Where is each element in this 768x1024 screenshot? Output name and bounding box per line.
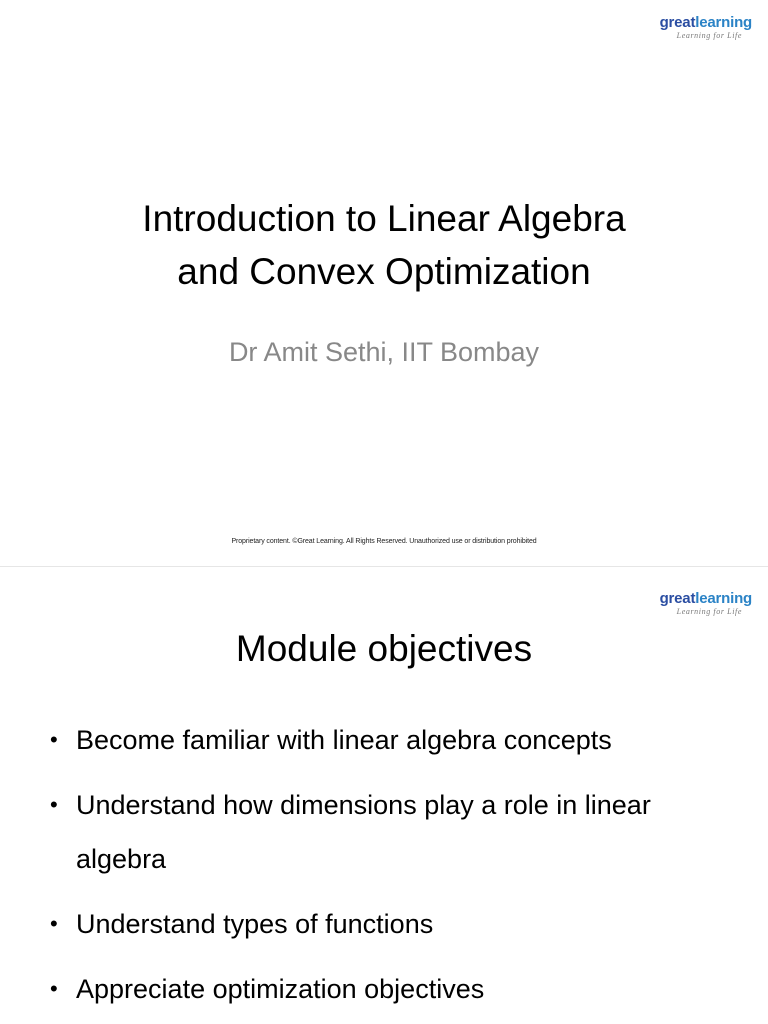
list-item: • Appreciate optimization objectives [50, 962, 728, 1016]
module-objectives-heading: Module objectives [235, 628, 533, 669]
logo-wordmark: greatlearning [659, 590, 752, 607]
objectives-slide [0, 567, 768, 1024]
bullet-icon: • [50, 976, 58, 1001]
list-item: • Understand types of functions [50, 897, 728, 951]
greatlearning-logo [634, 590, 752, 616]
bullet-icon: • [50, 727, 58, 752]
bullet-icon: • [50, 911, 58, 936]
copyright-notice: Proprietary content. ©Great Learning. All Rights Reserved. Unauthorized use or distribution prohibited [231, 538, 537, 545]
slide-title [40, 192, 728, 298]
list-item: • Become familiar with linear algebra concepts [50, 713, 728, 767]
greatlearning-logo [634, 14, 752, 40]
objectives-list [50, 713, 728, 1024]
logo-tagline: Learning for Life [676, 607, 742, 616]
bullet-icon: • [50, 792, 58, 817]
presenter-subtitle: Dr Amit Sethi, IIT Bombay [228, 337, 540, 367]
slide-title-line-1: Introduction to Linear Algebra [142, 198, 626, 239]
logo-tagline: Learning for Life [676, 31, 742, 40]
slide-title-line-2: and Convex Optimization [177, 251, 591, 292]
list-item: • Understand how dimensions play a role in linear algebra [50, 778, 728, 886]
logo-wordmark: greatlearning [659, 14, 752, 31]
